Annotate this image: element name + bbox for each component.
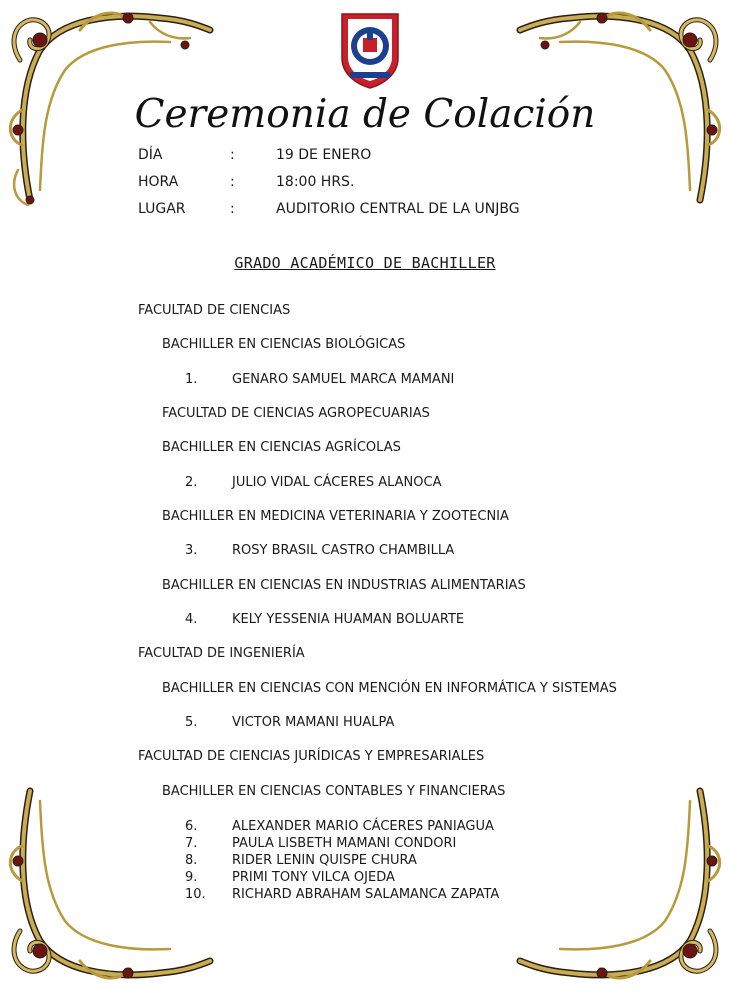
ceremony-title: Ceremonia de Colación bbox=[134, 92, 596, 137]
graduate-number: 5. bbox=[185, 715, 198, 730]
degree-program: BACHILLER EN CIENCIAS CON MENCIÓN EN INFORMÁTICA Y SISTEMAS bbox=[162, 681, 617, 696]
separator: : bbox=[230, 201, 235, 217]
degree-program: BACHILLER EN MEDICINA VETERINARIA Y ZOOTECNIA bbox=[162, 509, 509, 524]
graduate-name: ALEXANDER MARIO CÁCERES PANIAGUA bbox=[232, 819, 494, 834]
time-value: 18:00 HRS. bbox=[276, 174, 355, 190]
graduate-name: PAULA LISBETH MAMANI CONDORI bbox=[232, 836, 457, 851]
graduate-name: ROSY BRASIL CASTRO CHAMBILLA bbox=[232, 543, 455, 558]
degree-program: BACHILLER EN CIENCIAS BIOLÓGICAS bbox=[162, 337, 406, 352]
university-seal-logo bbox=[336, 10, 404, 90]
separator: : bbox=[230, 147, 235, 163]
place-label: LUGAR bbox=[138, 201, 186, 217]
graduate-number: 7. bbox=[185, 836, 198, 851]
faculty-heading: FACULTAD DE CIENCIAS bbox=[138, 303, 291, 318]
degree-program: BACHILLER EN CIENCIAS EN INDUSTRIAS ALIMENTARIAS bbox=[162, 578, 526, 593]
graduate-name: VICTOR MAMANI HUALPA bbox=[232, 715, 395, 730]
faculty-heading: FACULTAD DE CIENCIAS JURÍDICAS Y EMPRESARIALES bbox=[138, 749, 485, 764]
graduate-number: 6. bbox=[185, 819, 198, 834]
graduate-name: KELY YESSENIA HUAMAN BOLUARTE bbox=[232, 612, 465, 627]
degree-program: BACHILLER EN CIENCIAS AGRÍCOLAS bbox=[162, 440, 401, 455]
corner-ornament-bottom-left bbox=[0, 766, 215, 991]
day-value: 19 DE ENERO bbox=[276, 147, 372, 163]
graduate-number: 4. bbox=[185, 612, 198, 627]
graduate-number: 3. bbox=[185, 543, 198, 558]
degree-program: BACHILLER EN CIENCIAS CONTABLES Y FINANCIERAS bbox=[162, 784, 506, 799]
graduate-number: 2. bbox=[185, 475, 198, 490]
graduate-number: 1. bbox=[185, 372, 198, 387]
separator: : bbox=[230, 174, 235, 190]
faculty-heading: FACULTAD DE INGENIERÍA bbox=[138, 646, 305, 661]
graduate-number: 9. bbox=[185, 870, 198, 885]
graduate-name: JULIO VIDAL CÁCERES ALANOCA bbox=[232, 475, 442, 490]
corner-ornament-bottom-right bbox=[515, 766, 730, 991]
graduate-name: RICHARD ABRAHAM SALAMANCA ZAPATA bbox=[232, 887, 500, 902]
place-value: AUDITORIO CENTRAL DE LA UNJBG bbox=[276, 201, 520, 217]
time-label: HORA bbox=[138, 174, 179, 190]
graduate-name: PRIMI TONY VILCA OJEDA bbox=[232, 870, 395, 885]
degree-heading: GRADO ACADÉMICO DE BACHILLER bbox=[234, 254, 496, 272]
graduate-name: RIDER LENIN QUISPE CHURA bbox=[232, 853, 417, 868]
graduate-number: 10. bbox=[185, 887, 206, 902]
graduate-name: GENARO SAMUEL MARCA MAMANI bbox=[232, 372, 455, 387]
day-label: DÍA bbox=[138, 147, 163, 163]
graduate-number: 8. bbox=[185, 853, 198, 868]
faculty-heading: FACULTAD DE CIENCIAS AGROPECUARIAS bbox=[162, 406, 430, 421]
